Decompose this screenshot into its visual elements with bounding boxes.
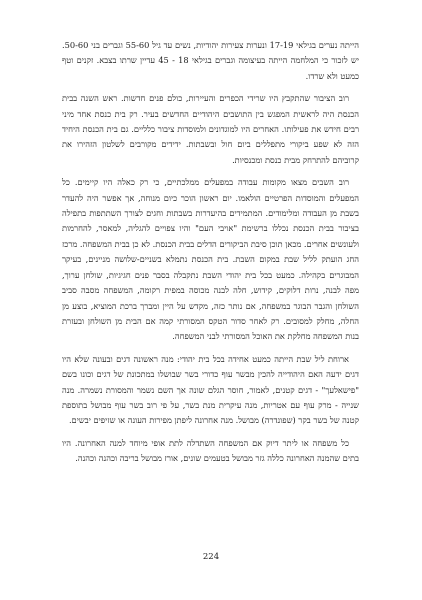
paragraph: ארוחת ליל שבת הייתה כמעט אחידה בכל בית יהודי: מנה ראשונה דגים ובעונה שלא היו דגים ידעה האם היהודייה להכין מבשר עוף כדורי בשר שבושלו במתכונת של דגים וכונו בשם "פישאלעך" - דגים קטנים, לאמור, חוסר הגלם שונה אך השם נשמר והמסורת נשמרה. מנה שנייה - מרק עוף עם אטריות, מנה עיקרית מנת בשר, על פי רוב בשר עוף מבושל בתוספת קטנה של בשר בקר (שפונדרה) מבושל. מנה אחרונה ליפתן מפירות העונה או שזיפים יבשים.: [62, 353, 359, 426]
paragraph: רוב הציבור שהתקבץ היו שרידי הכפרים והעיירות, כולם פנים חדשות. ראש השנה בבית הכנסת היה לראשית המפגש בין התושבים היהודיים החדשים בעיר. רק בית כנסת אחד מיני רבים חידש את פעילותו. האחרים היו למוגדונים ולמוסדות ציבור כלליים. גם בית הכנסת היחיד הזה לא שפע ביקורי מתפללים ביום חול ובשבתות. ידידים מקורבים לשלטון הזהירו את קרוביהם להתרחק מבית כנסת ומכנסיות.: [62, 93, 359, 165]
body-text: [62, 38, 359, 467]
paragraph: הייתה נערים בגילאי 17-19 ונערות צעירות יהודיות, נשים עד גיל 55-60 וגברים בני 50-60. יש לזכור כי המלחמה הייתה בעיצומה וגברים בגילאי 18 - 45 עדיין שרתו בצבא. זקנים וטף כמעט ולא שרדו.: [62, 40, 359, 81]
page-number: 224: [202, 552, 220, 562]
paragraph: רוב השבים מצאו מקומות עבודה במפעלים ממלכתיים, כי רק כאלה היו קיימים. כל המפעלים והמוסדות הפרטיים הולאמו. יום ראשון הוכר כיום מנוחה, אך אפשר היה להעדר בשבת מן העבודה ומלימודים. המתמידים בהיעדרות בשבתות וחגים לצורך השתתפות בתפילה בציבור בבית הכנסת נכללו ברשימת "אויבי העם" והיו צפויים להגליה, למאסר, להחרמות ולעונשים אחרים. מכאן תוכן סיבת הביקורים הדלים בבית הכנסת. לא כן בבית המשפחה. מרכז החג הועתק לליל שבת במקום השבת. בית הכנסת נתמלא בשניים-שלושה מניינים, בעיקר המבוגרים בקהילה. כמעט בכל בית יהודי השבת נתקבלה בסבר פנים חגיגיות, שולחן ערוך, מפה לבנה, נרות דלוקים, קידוש, חלה לבנה מכוסה במפית רקומה, המשפחה מסבה סביב השולחן והגבר הבוגר במשפחה, אם נותר כזה, מקדש על היין ומברך ברכת המוציא, בוצע מן החלה, מחלק למסובים. רק לאחר סדור הטקס המסורתי קמה אם הבית מן השולחן ובעזרת בנות המשפחה מחלקת את האוכל המסורתי לבני המשפחה.: [62, 177, 359, 342]
paragraph: כל משפחה או ליתר דיוק אם המשפחה השתדלה לתת אופי מיוחד למנה האחרונה. היו בתים שהמנה האחרונה כללה גזר מבושל בטעמים שונים, אורז מבושל בריבה וכהנה וכהנה.: [62, 437, 359, 464]
